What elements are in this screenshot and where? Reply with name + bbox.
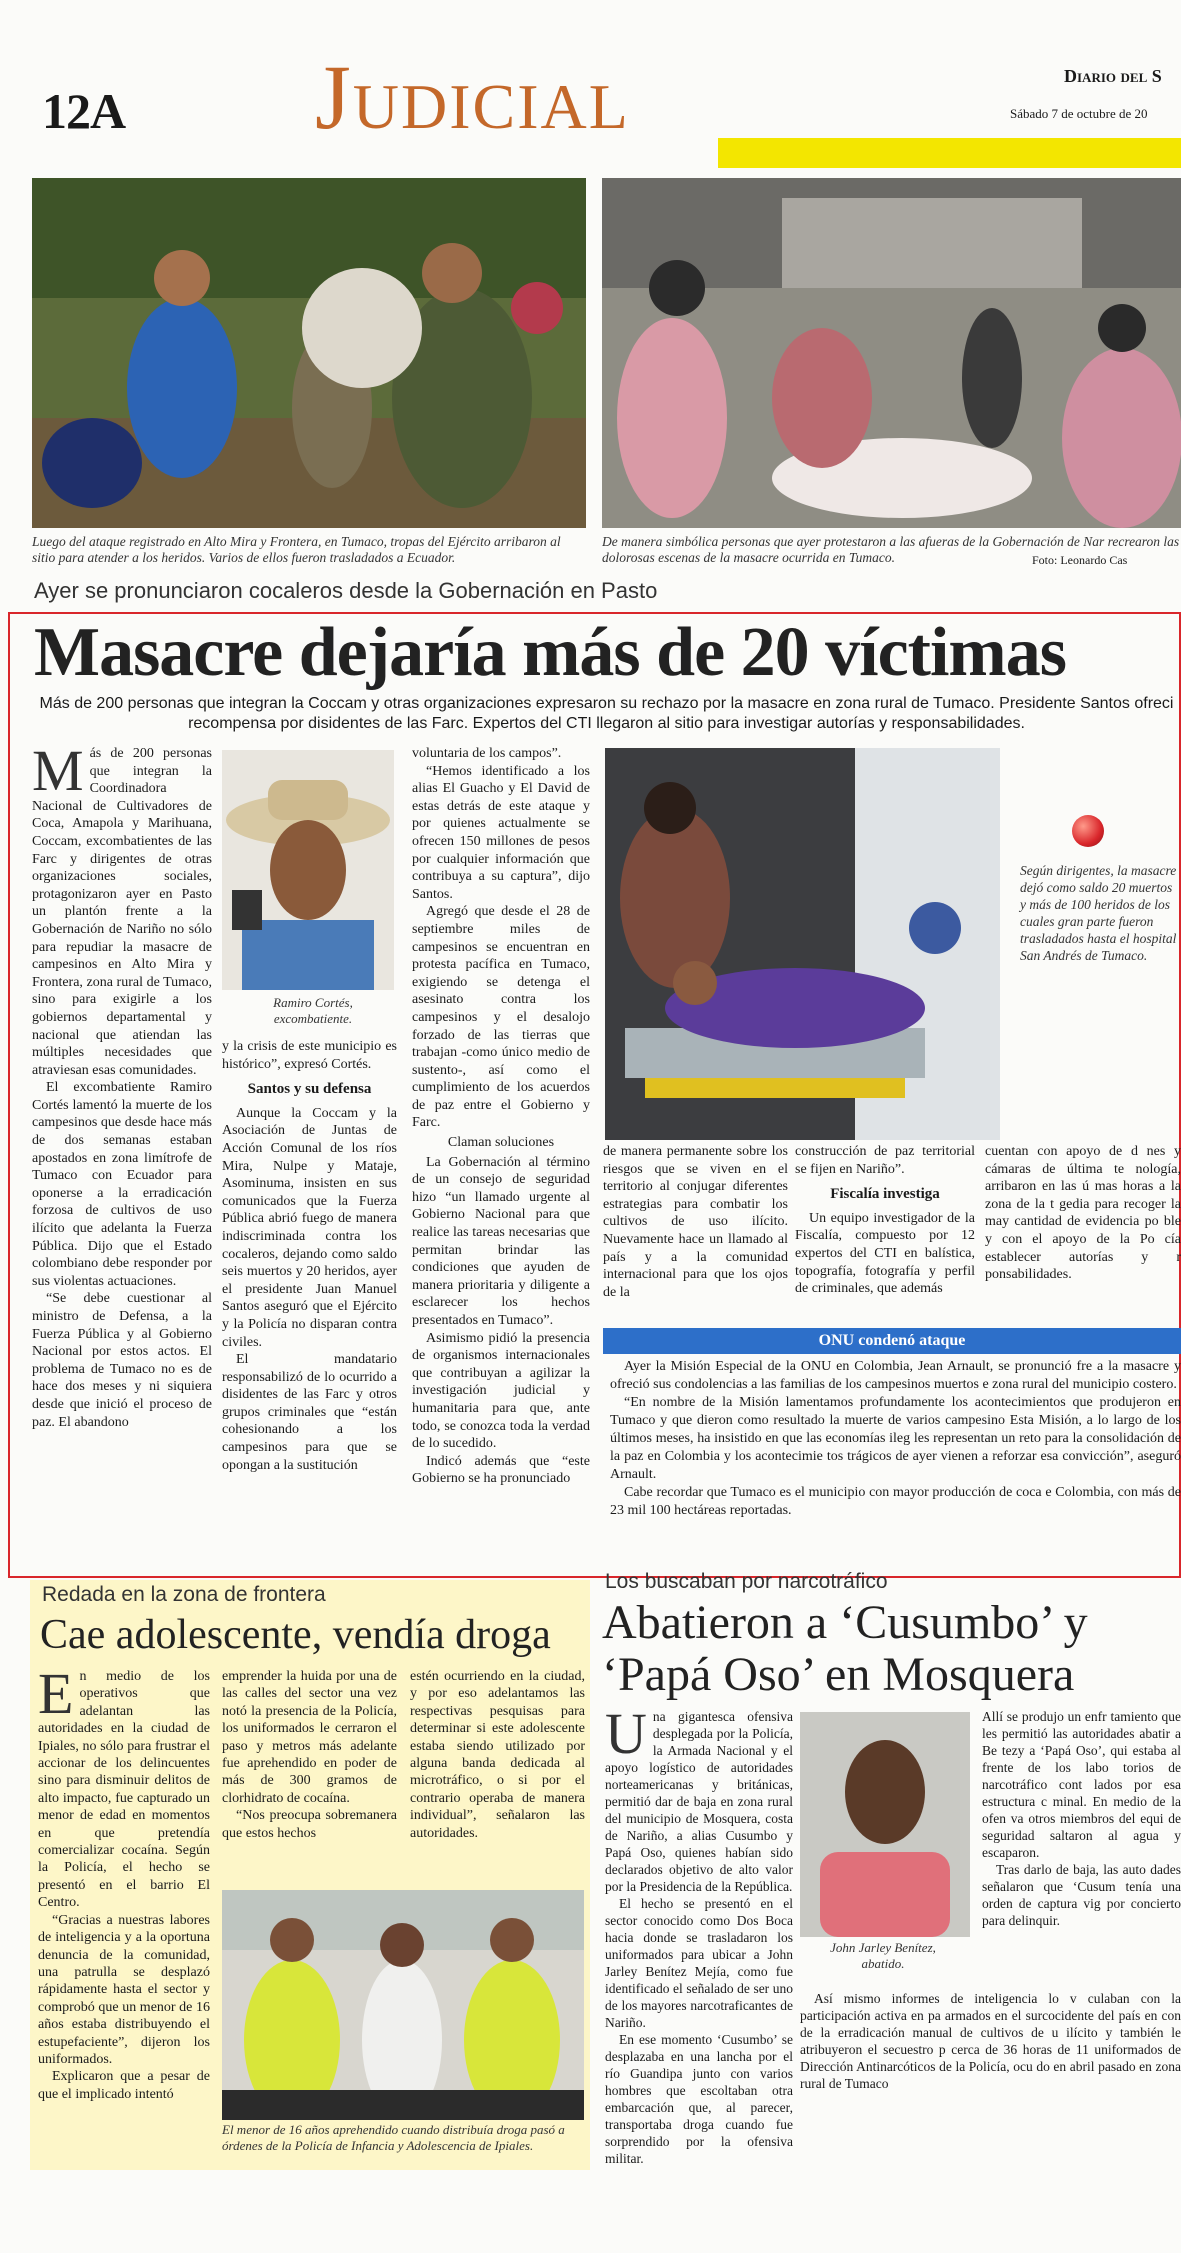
photo-soldiers — [32, 178, 586, 528]
main-col4-p1: de manera permanente sobre los riesgos que se viven en el territorio al conjugar diferentes estrategias para combatir los cultivos de uso ilícito. Nuevamente hace un llamado al país y a la comunidad internacional para que los ojos de la — [603, 1144, 788, 1300]
right-story-kicker: Los buscaban por narcotráfico — [605, 1570, 888, 1593]
paper-name: Diario del S — [1064, 66, 1162, 86]
main-col5-p2: Un equipo investigador de la Fiscalía, compuesto por 12 expertos del CTI en balística, topografía, fotografía y perfil de criminales, que además — [795, 1210, 975, 1297]
main-dropcap: M — [32, 738, 84, 803]
onu-section-bar — [603, 1328, 1181, 1354]
right-col2-p2: Tras darlo de baja, las auto dades señalaron que ‘Cusum tenía una orden de captura vig por concierto para delinquir. — [982, 1862, 1181, 1928]
right-story-headline-line-1: Abatieron a ‘Cusumbo’ y — [602, 1596, 1088, 1649]
main-col6-p1: cuentan con apoyo de d nes y cámaras de última te nología, arribaron en las ú mas horas a la zona de la t gedia para recoger la may cantidad de evidencia po ble y con el apoyo de la Po cía establecer autorías y r ponsabilidades. — [985, 1144, 1181, 1283]
right-story-bottom-text — [800, 1990, 1181, 2120]
top-right-photo-credit: Foto: Leonardo Cas — [1032, 553, 1128, 567]
main-col3-p1: voluntaria de los campos”. — [412, 746, 562, 761]
left-col1-p1: n medio de los operativos que adelantan las autoridades en la ciudad de Ipiales, no sólo para frustrar el accionar de los delincuentes sino para disminuir delitos de alto impacto, fue capturado un menor de edad en momentos en que pretendía comercializar cocaína. Según la Policía, el hecho se presentó en el barrio El Centro. — [38, 1669, 210, 1911]
left-story-headline: Cae adolescente, vendía droga — [40, 1612, 551, 1658]
left-dropcap: E — [38, 1661, 74, 1726]
onu-section-title: ONU condenó ataque — [818, 1332, 966, 1349]
main-col1-p3: “Se debe cuestionar al ministro de Defensa, a la Fuerza Pública y al Gobierno Nacional por estos actos. El problema de Tumaco no es de hace dos meses y ni siquiera desde que inició el proceso de paz. El abandono — [32, 1291, 212, 1430]
red-dot-icon — [1072, 815, 1104, 847]
main-story-column-1 — [32, 738, 212, 1431]
onu-text-block — [610, 1358, 1181, 1573]
right-portrait-caption: John Jarley Benítez, abatido. — [830, 1940, 936, 1971]
left-story-kicker: Redada en la zona de frontera — [42, 1583, 326, 1606]
page-number: 12A — [42, 83, 126, 139]
main-story-column-6 — [985, 1143, 1181, 1323]
main-col2-p3: El mandatario responsabilizó de lo ocurrido a disidentes de las Farc y otros grupos criminales que “están cohesionando a los campesinos para que se opongan a la sustitución — [222, 1352, 397, 1473]
right-col2-p3: Así mismo informes de inteligencia lo v culaban con la participación activa en pa armados en el surcocidente del país en con de la erradicación manual de cultivos de u ilícito y también le atribuyeron el secuestro p cerca de 36 horas de 11 uniformados de Dirección Antinarcóticos de la Policía, ocu do en abril pasado en zona rural de Tumaco — [800, 1991, 1181, 2091]
main-story-kicker: Ayer se pronunciaron cocaleros desde la Gobernación en Pasto — [34, 578, 658, 603]
right-story-column-1 — [605, 1701, 793, 2167]
subhead-santos: Santos y su defensa — [247, 1081, 372, 1098]
onu-p2: “En nombre de la Misión lamentamos profundamente los acontecimientos que produjeron en Tumaco y que dieron como resultado la muerte de varios campesino Esta Misión, a lo largo de los últimos meses, ha insistido en que las economías ileg les representan un reto para la consolidación de la paz en Colombia y los acontecimie tos trágicos de ayer vienen a reforzar esa convicción”, aseguró Arnault. — [610, 1395, 1181, 1482]
left-story-photo-caption: El menor de 16 años aprehendido cuando distribuía droga pasó a órdenes de la Policía de Infancia y Adolescencia de Ipiales. — [222, 2122, 565, 2153]
main-col1-p2: El excombatiente Ramiro Cortés lamentó la muerte de los campesinos que desde hace más de dos semanas estaban apostados en zona limítrofe de Tumaco con Ecuador para oponerse a la erradicación forzosa de cultivos de uso ilícito que adelanta la Fuerza Pública. Dijo que el Estado colombiano debe responder por sus violentas actuaciones. — [32, 1080, 212, 1289]
main-col3-p2: “Hemos identificado a los alias El Guacho y El David de estas detrás de este ataque y por quienes actualmente se ofrecen 150 millones de pesos por cualquier información que contribuya a su captura”, dijo Santos. — [412, 763, 590, 902]
onu-p3: Cabe recordar que Tumaco es el municipio con mayor producción de coca e Colombia, con más de 23 mil 100 hectáreas reportadas. — [610, 1485, 1181, 1518]
right-story-headline-line-2: ‘Papá Oso’ en Mosquera — [602, 1648, 1075, 1701]
subhead-claman: Claman soluciones — [447, 1135, 555, 1151]
left-story-column-1 — [38, 1661, 210, 2103]
left-col2-p1: emprender la huida por una de las calles del sector una vez notó la presencia de la Policía, los uniformados le cerraron el paso y metros más adelante fue aprehendido en poder de más de 300 gramos de clorhidrato de cocaína. — [222, 1669, 397, 1806]
left-story-column-2 — [222, 1668, 397, 1842]
left-col1-p2: “Gracias a nuestras labores de inteligencia y a la oportuna denuncia de la comunidad, una patrulla se desplazó rápidamente hasta el sector y comprobó que un menor de 16 años estaba distribuyendo el estupefaciente”, dijeron los uniformados. — [38, 1912, 210, 2067]
portrait-john-jarley — [800, 1712, 970, 1937]
right-col1-p1: na gigantesca ofensiva desplegada por la Policía, la Armada Nacional y el apoyo logístico de autoridades norteamericanas y británicas, permitió dar de baja en zona rural del municipio de Mosquera, costa de Nariño, a alias Cusumbo y Papá Oso, quienes habían sido declarados objetivo de alto valor por la Presidencia de la República. — [605, 1709, 793, 1894]
main-story-column-3 — [412, 745, 590, 1488]
photo-wounded-ambulance — [605, 748, 1000, 1140]
portrait-caption: Ramiro Cortés, excombatiente. — [273, 995, 353, 1026]
main-col3-p6: Indicó además que “este Gobierno se ha pronunciado — [412, 1453, 590, 1487]
yellow-accent-bar — [718, 138, 1181, 168]
right-dropcap: U — [605, 1701, 647, 1766]
main-col3-p3: Agregó que desde el 28 de septiembre miles de campesinos se encuentran en protesta pacífica en Tumaco, exigiendo se detenga el asesinato contra los campesinos y el desalojo forzado de las tierras que trabajan -como único medio de sustento-, así como el cumplimiento de los acuerdos de paz entre el Gobierno y Farc. — [412, 904, 590, 1131]
left-story-column-3 — [410, 1668, 585, 1842]
main-col3-p5: Asimismo pidió la presencia de organismos internacionales que contribuyan a agilizar la investigación judicial y humanitaria para que, ante todo, se conozca toda la verdad de lo sucedido. — [412, 1330, 590, 1452]
main-col1-p1: ás de 200 personas que integran la Coordinadora Nacional de Cultivadores de Coca, Amapola y Marihuana, Coccam, excombatientes de las Farc y dirigentes de otras organizaciones sociales, protagonizaron ayer en Pasto un plantón frente a la Gobernación de Nariño no sólo para repudiar la masacre de campesinos en Alto Mira y Frontera, zona rural de Tumaco, sino para exigirle a los gobiernos departamental y nacional que atiendan las múltiples necesidades que atraviesan esas comunidades. — [32, 746, 212, 1078]
photo-protest — [602, 178, 1181, 528]
right-side-caption: Según dirigentes, la masacre dejó como saldo 20 muertos y más de 100 heridos de los cuales gran parte fueron trasladados hasta el hospital San Andrés de Tumaco. — [1020, 863, 1177, 963]
right-col1-p3: En ese momento ‘Cusumbo’ se desplazaba en una lancha por el río Guandipa junto con varios hombres que escoltaban otra embarcación que, al parecer, transportaba droga cuando fue sorprendido por la ofensiva militar. — [605, 2032, 793, 2166]
onu-p1: Ayer la Misión Especial de la ONU en Colombia, Jean Arnault, se pronunció fre a la masacre y ofreció sus condolencias a las familias de los campesinos muertos e zona rural del municipio costero. — [610, 1359, 1181, 1392]
main-story-headline: Masacre dejaría más de 20 víctimas — [34, 616, 1066, 690]
left-col3-p1: estén ocurriendo en la ciudad, y por eso adelantamos las respectivas pesquisas para determinar si este adolescente estaba siendo utilizado por alguna banda dedicada al microtráfico, o si por el contrario operaba de manera individual”, señalaron las autoridades. — [410, 1669, 585, 1841]
right-col2-p1: Allí se produjo un enfr tamiento que les permitió las autoridades abatir a Be tezy a ‘Papá Oso’, qui estaba al frente de los labo torios de narcotráfico cont lados por esa estructura c minal. En medio de la ofen va otros miembros del equi de seguridad saltaron al agua y escaparon. — [982, 1709, 1181, 1860]
main-story-column-4 — [603, 1143, 788, 1301]
issue-date: Sábado 7 de octubre de 20 — [1010, 106, 1148, 121]
main-story-deck: Más de 200 personas que integran la Coccam y otras organizaciones expresaron su rechazo por la masacre en zona rural de Tumaco. Presidente Santos ofreci recompensa por disidentes de las Farc. Expertos del CTI llegaron al sitio para investigar autorías y responsabilidades. — [39, 695, 1174, 732]
main-col2-p1: y la crisis de este municipio es histórico”, expresó Cortés. — [222, 1039, 397, 1072]
photo-police-arrest — [222, 1890, 584, 2120]
subhead-fiscalia: Fiscalía investiga — [830, 1186, 940, 1203]
portrait-ramiro-cortes — [222, 750, 394, 990]
main-story-column-2 — [222, 1038, 397, 1474]
right-story-column-2 — [982, 1708, 1181, 1978]
section-title: Judicial — [315, 46, 630, 148]
main-col3-p4: La Gobernación al término de un consejo de seguridad hizo “un llamado urgente al Gobierno Nacional para que realice las tareas necesarias que permitan brindar las condiciones que ayuden de manera prioritaria y diligente a esclarecer los hechos presentados en Tumaco”. — [412, 1154, 590, 1328]
main-col5-p1: construcción de paz territorial se fijen en Nariño”. — [795, 1144, 975, 1177]
left-col1-p3: Explicaron que a pesar de que el implicado intentó — [38, 2069, 210, 2102]
main-story-column-5 — [795, 1143, 975, 1298]
top-right-photo-caption: De manera simbólica personas que ayer protestaron a las afueras de la Gobernación de Nar recrearon las dolorosas escenas de la masacre ocurrida en Tumaco. — [602, 534, 1180, 565]
main-col2-p2: Aunque la Coccam y la Asociación de Juntas de Acción Comunal de los ríos Mira, Nulpe y Mataje, Asominuma, insisten en sus comunicados que la Fuerza Pública abrió fuego de manera indiscriminada contra los cocaleros, dejando como saldo seis muertos y 20 heridos, ayer el presidente Juan Manuel Santos aseguró que el Ejército y la Policía no disparan contra civiles. — [222, 1105, 397, 1350]
left-col2-p2: “Nos preocupa sobremanera que estos hechos — [222, 1808, 397, 1841]
right-col1-p2: El hecho se presentó en el sector conocido como Dos Boca hacia donde se trasladaron los uniformados para ubicar a John Jarley Benítez Mejía, como fue identificado el señalado de ser uno de los mayores narcotraficantes de Nariño. — [605, 1896, 793, 2030]
top-left-photo-caption: Luego del ataque registrado en Alto Mira y Frontera, en Tumaco, tropas del Ejército arribaron al sitio para atender a los heridos. Varios de ellos fueron trasladados a Ecuador. — [32, 534, 561, 565]
